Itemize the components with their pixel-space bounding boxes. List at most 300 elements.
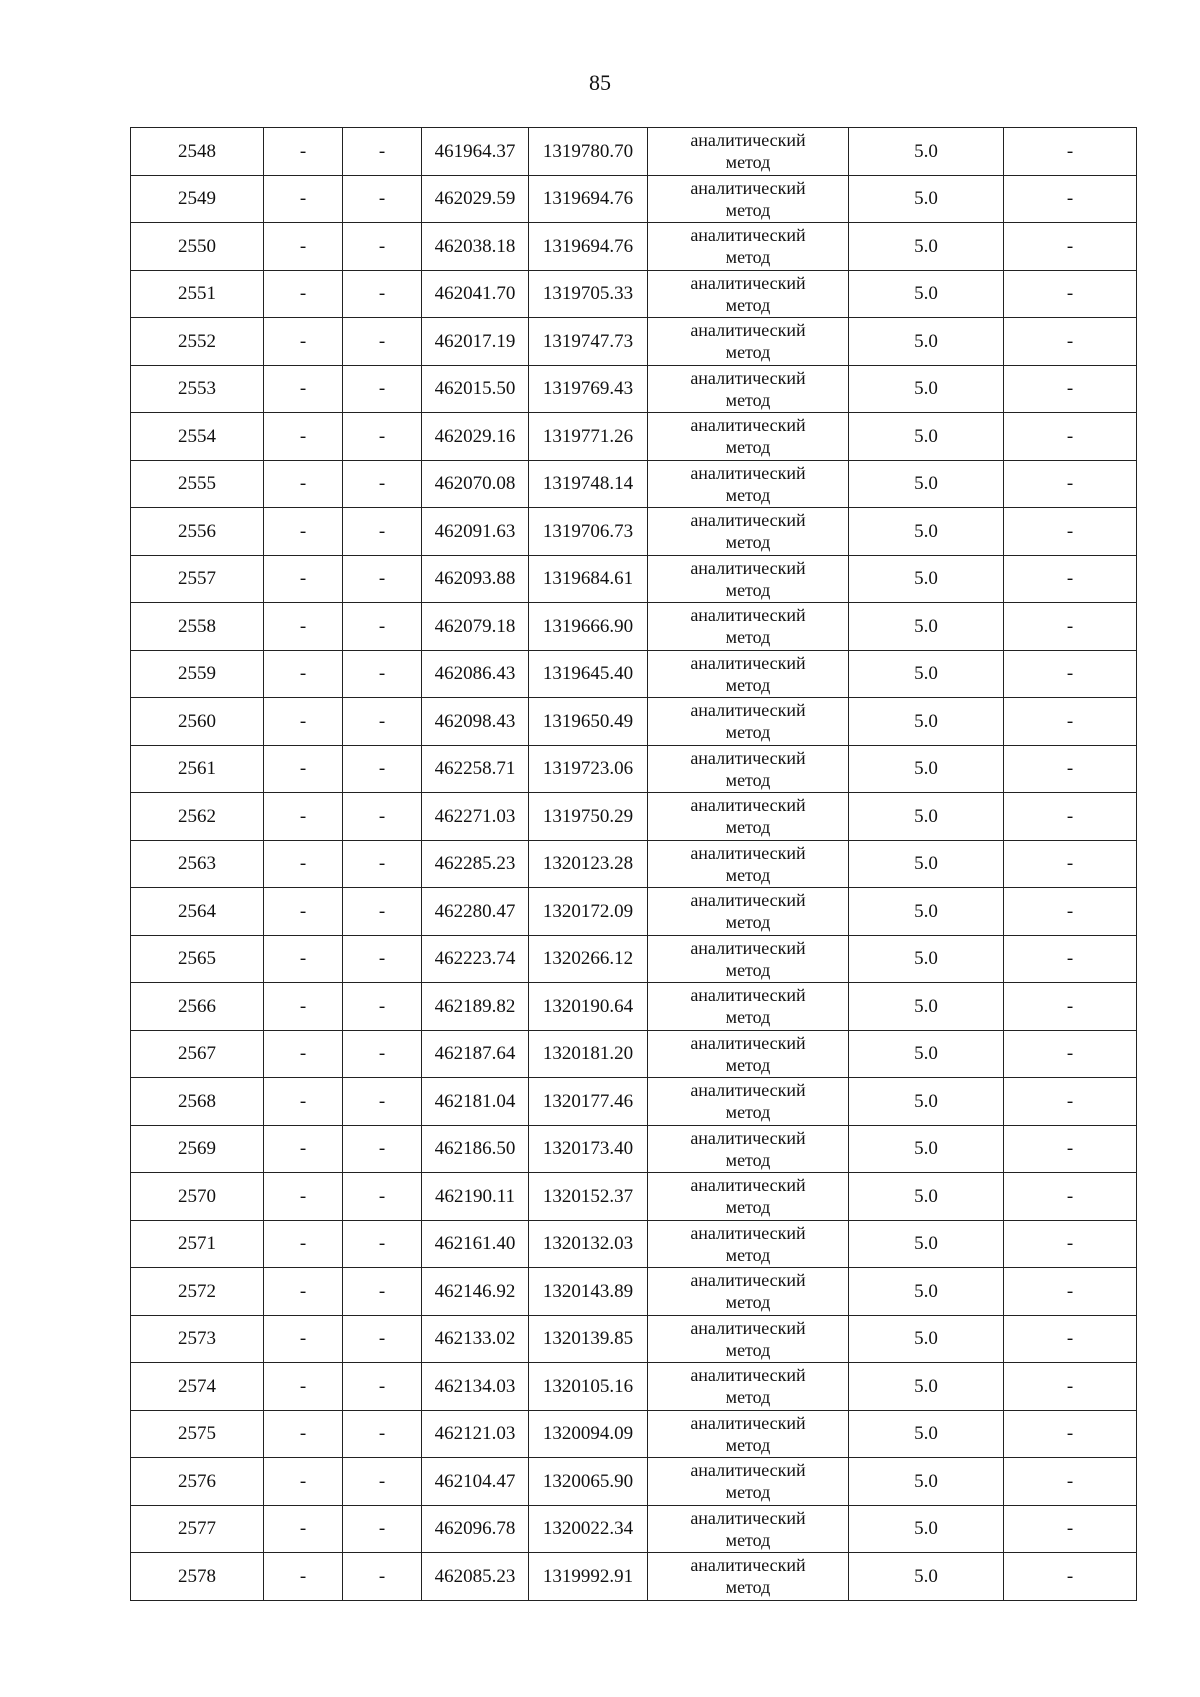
point-number-cell: 2566 [131, 983, 264, 1031]
method-cell [648, 1458, 849, 1506]
y-old-cell: - [343, 1363, 422, 1411]
y-old-cell: - [343, 793, 422, 841]
method-line-2: метод [725, 152, 771, 173]
table-row [131, 413, 1137, 461]
method-line-2: метод [725, 1197, 771, 1218]
accuracy-cell: 5.0 [849, 1220, 1004, 1268]
note-cell: - [1004, 175, 1137, 223]
accuracy-cell: 5.0 [849, 745, 1004, 793]
method-cell [648, 508, 849, 556]
table-row [131, 318, 1137, 366]
method-line-2: метод [725, 1244, 771, 1265]
y-old-cell: - [343, 175, 422, 223]
note-cell: - [1004, 1505, 1137, 1553]
method-line-2: метод [725, 722, 771, 743]
accuracy-cell: 5.0 [849, 935, 1004, 983]
method-cell [648, 983, 849, 1031]
x-old-cell: - [264, 1363, 343, 1411]
method-cell [648, 460, 849, 508]
method-line-1: аналитический [690, 130, 806, 151]
note-cell: - [1004, 698, 1137, 746]
point-number-cell: 2575 [131, 1410, 264, 1458]
method-line-1: аналитический [690, 700, 806, 721]
accuracy-cell: 5.0 [849, 413, 1004, 461]
x-old-cell: - [264, 318, 343, 366]
method-line-1: аналитический [690, 462, 806, 483]
y-old-cell: - [343, 840, 422, 888]
method-line-2: метод [725, 959, 771, 980]
y-old-cell: - [343, 1030, 422, 1078]
table-row [131, 1458, 1137, 1506]
x-coordinate-cell: 462079.18 [422, 603, 529, 651]
table-row [131, 793, 1137, 841]
table-row [131, 175, 1137, 223]
method-line-2: метод [725, 199, 771, 220]
y-old-cell: - [343, 555, 422, 603]
point-number-cell: 2562 [131, 793, 264, 841]
x-old-cell: - [264, 508, 343, 556]
x-coordinate-cell: 462098.43 [422, 698, 529, 746]
accuracy-cell: 5.0 [849, 1505, 1004, 1553]
table-row [131, 745, 1137, 793]
note-cell: - [1004, 128, 1137, 176]
y-old-cell: - [343, 223, 422, 271]
point-number-cell: 2568 [131, 1078, 264, 1126]
method-line-2: метод [725, 1149, 771, 1170]
y-coordinate-cell: 1320152.37 [529, 1173, 648, 1221]
x-coordinate-cell: 462223.74 [422, 935, 529, 983]
y-coordinate-cell: 1320143.89 [529, 1268, 648, 1316]
y-old-cell: - [343, 413, 422, 461]
point-number-cell: 2552 [131, 318, 264, 366]
method-cell [648, 413, 849, 461]
y-coordinate-cell: 1319706.73 [529, 508, 648, 556]
y-old-cell: - [343, 1315, 422, 1363]
table-row [131, 128, 1137, 176]
table-row [131, 698, 1137, 746]
method-line-2: метод [725, 769, 771, 790]
y-old-cell: - [343, 1268, 422, 1316]
y-coordinate-cell: 1319992.91 [529, 1553, 648, 1601]
method-line-1: аналитический [690, 890, 806, 911]
x-old-cell: - [264, 128, 343, 176]
x-coordinate-cell: 462086.43 [422, 650, 529, 698]
x-coordinate-cell: 462121.03 [422, 1410, 529, 1458]
method-line-1: аналитический [690, 795, 806, 816]
point-number-cell: 2561 [131, 745, 264, 793]
method-line-1: аналитический [690, 605, 806, 626]
y-old-cell: - [343, 1220, 422, 1268]
point-number-cell: 2550 [131, 223, 264, 271]
x-old-cell: - [264, 1268, 343, 1316]
x-coordinate-cell: 462104.47 [422, 1458, 529, 1506]
table-row [131, 1505, 1137, 1553]
method-cell [648, 1363, 849, 1411]
method-cell [648, 745, 849, 793]
method-line-1: аналитический [690, 367, 806, 388]
x-old-cell: - [264, 460, 343, 508]
method-line-1: аналитический [690, 1460, 806, 1481]
accuracy-cell: 5.0 [849, 650, 1004, 698]
y-coordinate-cell: 1320022.34 [529, 1505, 648, 1553]
method-line-2: метод [725, 674, 771, 695]
x-coordinate-cell: 462093.88 [422, 555, 529, 603]
method-line-2: метод [725, 864, 771, 885]
method-cell [648, 318, 849, 366]
method-cell [648, 603, 849, 651]
x-coordinate-cell: 462285.23 [422, 840, 529, 888]
method-line-1: аналитический [690, 510, 806, 531]
method-line-2: метод [725, 1482, 771, 1503]
note-cell: - [1004, 1268, 1137, 1316]
method-cell [648, 270, 849, 318]
x-old-cell: - [264, 175, 343, 223]
accuracy-cell: 5.0 [849, 1125, 1004, 1173]
x-old-cell: - [264, 745, 343, 793]
y-old-cell: - [343, 365, 422, 413]
accuracy-cell: 5.0 [849, 840, 1004, 888]
page-number: 85 [589, 70, 611, 95]
method-cell [648, 698, 849, 746]
point-number-cell: 2563 [131, 840, 264, 888]
y-coordinate-cell: 1320105.16 [529, 1363, 648, 1411]
table-row [131, 840, 1137, 888]
method-cell [648, 1315, 849, 1363]
y-coordinate-cell: 1319748.14 [529, 460, 648, 508]
method-line-2: метод [725, 1102, 771, 1123]
y-old-cell: - [343, 318, 422, 366]
method-line-2: метод [725, 1529, 771, 1550]
point-number-cell: 2548 [131, 128, 264, 176]
x-old-cell: - [264, 650, 343, 698]
accuracy-cell: 5.0 [849, 1173, 1004, 1221]
x-old-cell: - [264, 1315, 343, 1363]
point-number-cell: 2571 [131, 1220, 264, 1268]
accuracy-cell: 5.0 [849, 508, 1004, 556]
y-coordinate-cell: 1319684.61 [529, 555, 648, 603]
method-cell [648, 1268, 849, 1316]
y-coordinate-cell: 1319780.70 [529, 128, 648, 176]
note-cell: - [1004, 270, 1137, 318]
note-cell: - [1004, 413, 1137, 461]
method-line-1: аналитический [690, 1127, 806, 1148]
method-line-2: метод [725, 342, 771, 363]
method-line-1: аналитический [690, 937, 806, 958]
method-cell [648, 1173, 849, 1221]
point-number-cell: 2565 [131, 935, 264, 983]
method-cell [648, 1030, 849, 1078]
method-line-2: метод [725, 484, 771, 505]
x-coordinate-cell: 462091.63 [422, 508, 529, 556]
method-line-1: аналитический [690, 842, 806, 863]
accuracy-cell: 5.0 [849, 888, 1004, 936]
x-old-cell: - [264, 1220, 343, 1268]
note-cell: - [1004, 1030, 1137, 1078]
y-coordinate-cell: 1319747.73 [529, 318, 648, 366]
table-row [131, 1220, 1137, 1268]
note-cell: - [1004, 318, 1137, 366]
accuracy-cell: 5.0 [849, 270, 1004, 318]
point-number-cell: 2559 [131, 650, 264, 698]
accuracy-cell: 5.0 [849, 555, 1004, 603]
method-line-2: метод [725, 389, 771, 410]
point-number-cell: 2569 [131, 1125, 264, 1173]
note-cell: - [1004, 1125, 1137, 1173]
method-cell [648, 555, 849, 603]
x-old-cell: - [264, 1078, 343, 1126]
x-coordinate-cell: 462189.82 [422, 983, 529, 1031]
method-line-2: метод [725, 1292, 771, 1313]
method-cell [648, 840, 849, 888]
note-cell: - [1004, 888, 1137, 936]
accuracy-cell: 5.0 [849, 1315, 1004, 1363]
x-coordinate-cell: 462181.04 [422, 1078, 529, 1126]
accuracy-cell: 5.0 [849, 1078, 1004, 1126]
x-old-cell: - [264, 1173, 343, 1221]
y-coordinate-cell: 1320094.09 [529, 1410, 648, 1458]
method-line-2: метод [725, 1577, 771, 1598]
accuracy-cell: 5.0 [849, 793, 1004, 841]
x-coordinate-cell: 462085.23 [422, 1553, 529, 1601]
y-coordinate-cell: 1320172.09 [529, 888, 648, 936]
method-cell [648, 935, 849, 983]
method-line-1: аналитический [690, 1080, 806, 1101]
method-line-1: аналитический [690, 1555, 806, 1576]
y-coordinate-cell: 1320139.85 [529, 1315, 648, 1363]
method-line-2: метод [725, 1007, 771, 1028]
method-line-2: метод [725, 437, 771, 458]
y-old-cell: - [343, 1078, 422, 1126]
note-cell: - [1004, 935, 1137, 983]
accuracy-cell: 5.0 [849, 223, 1004, 271]
method-line-1: аналитический [690, 1222, 806, 1243]
table-row [131, 1173, 1137, 1221]
x-old-cell: - [264, 555, 343, 603]
y-old-cell: - [343, 1458, 422, 1506]
x-coordinate-cell: 462017.19 [422, 318, 529, 366]
x-coordinate-cell: 462258.71 [422, 745, 529, 793]
x-coordinate-cell: 462146.92 [422, 1268, 529, 1316]
method-line-2: метод [725, 532, 771, 553]
method-cell [648, 128, 849, 176]
x-old-cell: - [264, 935, 343, 983]
note-cell: - [1004, 1220, 1137, 1268]
y-coordinate-cell: 1319694.76 [529, 175, 648, 223]
point-number-cell: 2554 [131, 413, 264, 461]
method-cell [648, 1220, 849, 1268]
note-cell: - [1004, 840, 1137, 888]
x-coordinate-cell: 462015.50 [422, 365, 529, 413]
x-coordinate-cell: 462029.59 [422, 175, 529, 223]
accuracy-cell: 5.0 [849, 698, 1004, 746]
x-coordinate-cell: 462041.70 [422, 270, 529, 318]
note-cell: - [1004, 793, 1137, 841]
y-old-cell: - [343, 128, 422, 176]
x-coordinate-cell: 462187.64 [422, 1030, 529, 1078]
y-old-cell: - [343, 1173, 422, 1221]
x-coordinate-cell: 462133.02 [422, 1315, 529, 1363]
y-old-cell: - [343, 935, 422, 983]
note-cell: - [1004, 365, 1137, 413]
method-line-1: аналитический [690, 177, 806, 198]
method-cell [648, 1553, 849, 1601]
note-cell: - [1004, 603, 1137, 651]
method-cell [648, 888, 849, 936]
y-old-cell: - [343, 460, 422, 508]
x-old-cell: - [264, 223, 343, 271]
y-coordinate-cell: 1320065.90 [529, 1458, 648, 1506]
accuracy-cell: 5.0 [849, 983, 1004, 1031]
x-old-cell: - [264, 1458, 343, 1506]
table-body [131, 128, 1137, 1601]
method-line-1: аналитический [690, 1412, 806, 1433]
y-old-cell: - [343, 603, 422, 651]
x-old-cell: - [264, 1505, 343, 1553]
method-line-1: аналитический [690, 272, 806, 293]
x-coordinate-cell: 462161.40 [422, 1220, 529, 1268]
table-row [131, 223, 1137, 271]
y-coordinate-cell: 1320132.03 [529, 1220, 648, 1268]
accuracy-cell: 5.0 [849, 1363, 1004, 1411]
note-cell: - [1004, 1315, 1137, 1363]
method-line-1: аналитический [690, 652, 806, 673]
accuracy-cell: 5.0 [849, 1268, 1004, 1316]
method-line-2: метод [725, 1434, 771, 1455]
x-old-cell: - [264, 1410, 343, 1458]
point-number-cell: 2567 [131, 1030, 264, 1078]
table-row [131, 555, 1137, 603]
y-old-cell: - [343, 1553, 422, 1601]
point-number-cell: 2572 [131, 1268, 264, 1316]
y-coordinate-cell: 1320190.64 [529, 983, 648, 1031]
y-coordinate-cell: 1319694.76 [529, 223, 648, 271]
method-line-1: аналитический [690, 1032, 806, 1053]
y-coordinate-cell: 1319645.40 [529, 650, 648, 698]
accuracy-cell: 5.0 [849, 175, 1004, 223]
point-number-cell: 2558 [131, 603, 264, 651]
table-row [131, 1553, 1137, 1601]
coordinates-table [130, 127, 1137, 1601]
y-coordinate-cell: 1319769.43 [529, 365, 648, 413]
table-row [131, 888, 1137, 936]
y-coordinate-cell: 1320181.20 [529, 1030, 648, 1078]
x-coordinate-cell: 462029.16 [422, 413, 529, 461]
x-old-cell: - [264, 1553, 343, 1601]
method-line-1: аналитический [690, 1270, 806, 1291]
point-number-cell: 2549 [131, 175, 264, 223]
y-old-cell: - [343, 508, 422, 556]
y-old-cell: - [343, 888, 422, 936]
method-cell [648, 1078, 849, 1126]
note-cell: - [1004, 1410, 1137, 1458]
method-line-1: аналитический [690, 1175, 806, 1196]
accuracy-cell: 5.0 [849, 1458, 1004, 1506]
x-coordinate-cell: 462186.50 [422, 1125, 529, 1173]
note-cell: - [1004, 1078, 1137, 1126]
method-cell [648, 650, 849, 698]
table-row [131, 1268, 1137, 1316]
point-number-cell: 2553 [131, 365, 264, 413]
method-cell [648, 365, 849, 413]
x-coordinate-cell: 462190.11 [422, 1173, 529, 1221]
x-old-cell: - [264, 603, 343, 651]
table-row [131, 1363, 1137, 1411]
x-coordinate-cell: 462096.78 [422, 1505, 529, 1553]
accuracy-cell: 5.0 [849, 365, 1004, 413]
note-cell: - [1004, 1458, 1137, 1506]
accuracy-cell: 5.0 [849, 128, 1004, 176]
x-old-cell: - [264, 983, 343, 1031]
x-old-cell: - [264, 840, 343, 888]
y-coordinate-cell: 1319750.29 [529, 793, 648, 841]
point-number-cell: 2551 [131, 270, 264, 318]
x-coordinate-cell: 462070.08 [422, 460, 529, 508]
y-old-cell: - [343, 1505, 422, 1553]
method-cell [648, 1410, 849, 1458]
table-row [131, 1410, 1137, 1458]
method-line-1: аналитический [690, 225, 806, 246]
method-line-1: аналитический [690, 1507, 806, 1528]
x-old-cell: - [264, 365, 343, 413]
note-cell: - [1004, 1363, 1137, 1411]
x-coordinate-cell: 462280.47 [422, 888, 529, 936]
method-line-1: аналитический [690, 557, 806, 578]
method-line-2: метод [725, 627, 771, 648]
method-line-2: метод [725, 294, 771, 315]
note-cell: - [1004, 1173, 1137, 1221]
accuracy-cell: 5.0 [849, 1410, 1004, 1458]
x-old-cell: - [264, 793, 343, 841]
y-coordinate-cell: 1319771.26 [529, 413, 648, 461]
accuracy-cell: 5.0 [849, 1030, 1004, 1078]
y-old-cell: - [343, 983, 422, 1031]
method-cell [648, 175, 849, 223]
y-old-cell: - [343, 698, 422, 746]
table-row [131, 603, 1137, 651]
method-line-2: метод [725, 1054, 771, 1075]
point-number-cell: 2564 [131, 888, 264, 936]
method-cell [648, 793, 849, 841]
point-number-cell: 2576 [131, 1458, 264, 1506]
method-line-2: метод [725, 817, 771, 838]
table-row [131, 983, 1137, 1031]
y-coordinate-cell: 1319705.33 [529, 270, 648, 318]
table-row [131, 508, 1137, 556]
note-cell: - [1004, 745, 1137, 793]
note-cell: - [1004, 983, 1137, 1031]
method-line-2: метод [725, 1339, 771, 1360]
note-cell: - [1004, 508, 1137, 556]
note-cell: - [1004, 650, 1137, 698]
note-cell: - [1004, 1553, 1137, 1601]
x-coordinate-cell: 462134.03 [422, 1363, 529, 1411]
accuracy-cell: 5.0 [849, 460, 1004, 508]
table-row [131, 1125, 1137, 1173]
point-number-cell: 2578 [131, 1553, 264, 1601]
y-old-cell: - [343, 1125, 422, 1173]
y-old-cell: - [343, 650, 422, 698]
table-row [131, 650, 1137, 698]
point-number-cell: 2574 [131, 1363, 264, 1411]
y-coordinate-cell: 1320177.46 [529, 1078, 648, 1126]
y-coordinate-cell: 1320123.28 [529, 840, 648, 888]
method-line-2: метод [725, 579, 771, 600]
accuracy-cell: 5.0 [849, 1553, 1004, 1601]
y-coordinate-cell: 1319650.49 [529, 698, 648, 746]
x-old-cell: - [264, 888, 343, 936]
note-cell: - [1004, 223, 1137, 271]
method-line-1: аналитический [690, 320, 806, 341]
